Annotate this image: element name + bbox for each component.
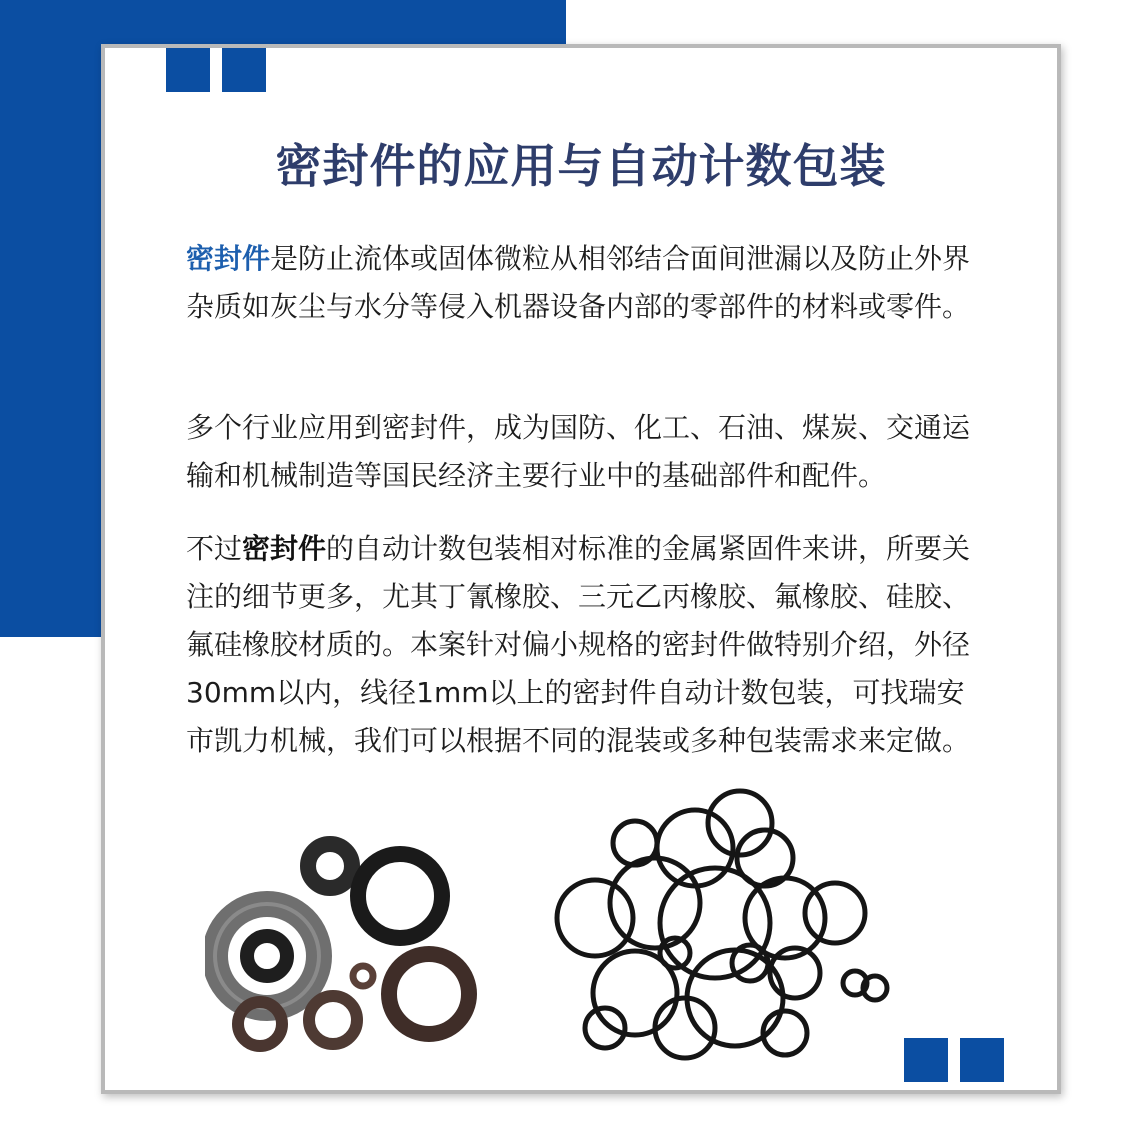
- paragraph-definition-text: 是防止流体或固体微粒从相邻结合面间泄漏以及防止外界杂质如灰尘与水分等侵入机器设备内部的零部件的材料或零件。: [186, 242, 971, 323]
- page-title: 密封件的应用与自动计数包装: [275, 139, 887, 193]
- paragraph-industries: 多个行业应用到密封件，成为国防、化工、石油、煤炭、交通运输和机械制造等国民经济主要行业中的基础部件和配件。: [186, 411, 971, 492]
- paragraph-definition: [186, 235, 976, 331]
- decor-square-bottom-1: [904, 1038, 948, 1082]
- paragraph-packaging-prefix: 不过: [186, 532, 243, 565]
- keyword-seal-highlight: 密封件: [186, 242, 271, 275]
- seals-photo: [205, 828, 495, 1058]
- o-rings-photo: [535, 773, 915, 1073]
- decor-square-top-2: [222, 48, 266, 92]
- paragraph-packaging: [186, 525, 976, 765]
- decor-square-bottom-2: [960, 1038, 1004, 1082]
- content-card: [101, 44, 1061, 1094]
- decor-square-top-1: [166, 48, 210, 92]
- paragraph-packaging-text: 的自动计数包装相对标准的金属紧固件来讲，所要关注的细节更多，尤其丁氰橡胶、三元乙丙橡胶、氟橡胶、硅胶、氟硅橡胶材质的。本案针对偏小规格的密封件做特别介绍，外径30mm以内，线径1mm以上的密封件自动计数包装，可找瑞安市凯力机械，我们可以根据不同的混装或多种包装需求来定做。: [186, 532, 971, 757]
- keyword-seal-bold: 密封件: [242, 532, 327, 565]
